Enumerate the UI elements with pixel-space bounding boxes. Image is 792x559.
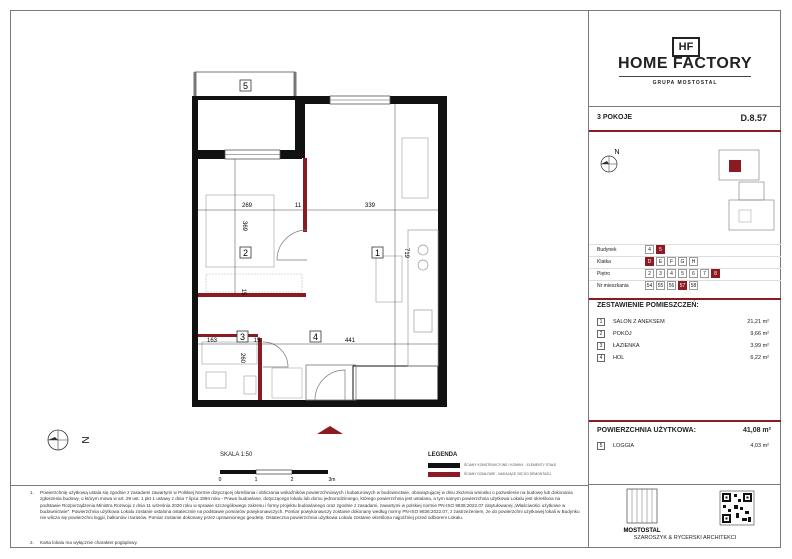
note-2: 2. Karta lokalu ma wyłącznie charakter poglądowy. bbox=[30, 540, 138, 545]
selector-cell[interactable]: 55 bbox=[657, 283, 664, 289]
legend-text-partition: ŚCIANY DZIAŁOWE - NADAJĄCE SIĘ DO DEMONTAŻU bbox=[464, 472, 551, 476]
selector-row bbox=[589, 256, 781, 267]
compass-plan bbox=[48, 430, 90, 450]
scale-title: SKALA 1:50 bbox=[220, 452, 253, 458]
selector-row-label: Klatka bbox=[597, 259, 611, 265]
door-bath bbox=[263, 342, 288, 367]
brand-subtitle: GRUPA MOSTOSTAL bbox=[652, 80, 718, 86]
room-row-3: 3 ŁAZIENKA 3,99 m² bbox=[597, 342, 775, 353]
wall-bottom bbox=[192, 400, 447, 407]
selector-cell[interactable]: 5 bbox=[678, 269, 687, 278]
usable-area bbox=[589, 423, 781, 441]
selector-row bbox=[589, 280, 781, 291]
architects: SZAROSZYK & RYCERSKI ARCHITEKCI bbox=[633, 535, 737, 541]
dim-269: 269 bbox=[241, 203, 253, 209]
side-panel bbox=[588, 10, 781, 548]
kitchen-block bbox=[353, 366, 438, 400]
legend-title: LEGENDA bbox=[428, 452, 458, 458]
selector-cell[interactable]: 2 bbox=[645, 269, 654, 278]
door-entrance bbox=[315, 370, 345, 400]
legend-swatch-partition bbox=[428, 472, 460, 477]
selector-cell[interactable]: 4 bbox=[645, 245, 654, 254]
selector-row-label: Piętro bbox=[597, 271, 611, 277]
selector-cell[interactable]: 54 bbox=[646, 283, 653, 289]
footer-logos bbox=[589, 484, 781, 548]
selector-cell[interactable]: 5 bbox=[656, 245, 665, 254]
room-row-2: 2 POKÓJ 9,66 m² bbox=[597, 330, 775, 341]
footer-graphics bbox=[589, 485, 781, 535]
dim-163: 163 bbox=[206, 338, 218, 344]
dim-369: 369 bbox=[241, 220, 247, 232]
legend-item-partition bbox=[428, 471, 588, 479]
usable-divider bbox=[589, 420, 781, 422]
washbasin bbox=[206, 372, 226, 388]
usable-label: POWIERZCHNIA UŻYTKOWA: bbox=[597, 427, 696, 434]
wall-top-left bbox=[192, 96, 296, 100]
svg-text:N: N bbox=[614, 149, 620, 156]
svg-text:2: 2 bbox=[290, 477, 294, 483]
wardrobe bbox=[206, 274, 302, 292]
legend-item-structural bbox=[428, 462, 588, 470]
selector-cell[interactable]: 58 bbox=[690, 283, 697, 289]
room-label-1 bbox=[372, 247, 383, 258]
entrance-marker bbox=[317, 426, 343, 434]
usable-value: 41,08 m² bbox=[742, 427, 771, 434]
note-1-text: Powierzchnię użytkową ustala się zgodnie z zasadami zawartymi w Polskiej Normie dotyczącej określania i obliczania wskaźników powierzchniowych i kubaturowych w budownictwie, obowiązującej w dniu złożenia wniosku o pozwolenie na budowę lub dokonania zgłoszenia budowy, o którym mowa w art. 29 ust. 1 pkt 1 ustawy z dnia 7 lipca 1994 roku - Prawo budowlane, dotyczącego lokalu lub domu jednorodzinnego, którego powierzchnia jest ustalana, a tym samym powierzchnia użytkowa Lokalu jest określona na podstawie Rozporządzenia Ministra Rozwoju z dnia 11 września 2020 roku w sprawie szczegółowego zakresu i formy projektu budowlanego oraz zgodnie z zasadami, zawartymi w polskiej normie PN-ISO 9836:2022.07 zatytułowanej „Właściwości użytkowe w budownictwie”. Powierzchnia użytkowa Lokalu zostanie ustalona ostatecznie na podstawie pomiarów powykonawczych. Pomiar powykonawczy zostanie dokonany według normy PN-ISO 9836:2022.07, z zastrzeżeniem, że do powierzchni użytkowej lokali w Budynku nie wlicza się powierzchni loggii, balkonów i tarasów. Pomiar zostanie dokonany przez uprawnionego geodetę. Ostateczna powierzchnia użytkowa Lokalu zostanie określona najpóźniej przed odbiorem Lokalu. bbox=[40, 490, 580, 521]
door-room2 bbox=[277, 230, 307, 260]
hall-wardrobe bbox=[272, 368, 302, 398]
room-label-3 bbox=[237, 331, 248, 342]
note-2-text: Karta lokalu ma wyłącznie charakter poglądowy. bbox=[40, 540, 138, 545]
selector-cell[interactable]: F bbox=[667, 257, 676, 266]
brand-name: HOME FACTORY bbox=[617, 55, 752, 72]
key-plan-drawing bbox=[589, 132, 781, 240]
selector-cell[interactable]: E bbox=[656, 257, 665, 266]
selector-cell[interactable]: G bbox=[678, 257, 687, 266]
dim-11: 11 bbox=[294, 203, 302, 209]
selector-cell[interactable]: 4 bbox=[667, 269, 676, 278]
entrance-hall bbox=[306, 365, 356, 400]
compass-key bbox=[601, 149, 620, 172]
room-row-4: 4 HOL 6,22 m² bbox=[597, 354, 775, 365]
partition-bath-right bbox=[258, 338, 262, 400]
toilet bbox=[244, 376, 256, 394]
selector-cell[interactable]: 6 bbox=[689, 269, 698, 278]
room-row-1: 1 SALON Z ANEKSEM 21,21 m² bbox=[597, 318, 775, 329]
dim-260: 260 bbox=[239, 352, 245, 364]
selector-cell[interactable]: 8 bbox=[711, 269, 720, 278]
svg-text:1: 1 bbox=[374, 248, 381, 258]
partition-room2-right bbox=[303, 158, 307, 232]
floor-plan-drawing bbox=[10, 10, 588, 485]
dining-table bbox=[376, 256, 402, 302]
dim-441: 441 bbox=[344, 338, 356, 344]
wall-right bbox=[438, 96, 447, 407]
selector-cell[interactable]: H bbox=[689, 257, 698, 266]
svg-text:5: 5 bbox=[242, 81, 249, 91]
brand-mark: HF bbox=[672, 37, 700, 57]
wall-column bbox=[295, 96, 305, 158]
svg-text:MOSTOSTAL: MOSTOSTAL bbox=[623, 528, 661, 534]
dim-15b: 15 bbox=[253, 338, 261, 344]
selector-row-label: Nr mieszkania bbox=[597, 283, 629, 289]
svg-text:2: 2 bbox=[242, 248, 249, 258]
legend-text-structural: ŚCIANY KONSTRUKCYJNE / KOMINY - ELEMENTY STAŁE bbox=[464, 463, 557, 467]
notes bbox=[10, 485, 588, 548]
svg-text:N: N bbox=[79, 436, 90, 444]
key-plan bbox=[589, 132, 781, 240]
partition-bath-top bbox=[198, 334, 258, 337]
partition-room2-bottom bbox=[198, 293, 306, 297]
room-label-5 bbox=[240, 80, 251, 91]
legend-swatch-structural bbox=[428, 463, 460, 468]
room-label-4 bbox=[310, 331, 321, 342]
summary-title: ZESTAWIENIE POMIESZCZEŃ: bbox=[597, 302, 699, 309]
room-row-5: 5 LOGGIA 4,03 m² bbox=[597, 442, 775, 453]
brand-logo bbox=[589, 10, 781, 107]
summary-divider bbox=[589, 298, 781, 300]
dim-15a: 15 bbox=[240, 288, 246, 296]
sofa bbox=[402, 138, 428, 198]
floor-plan bbox=[10, 10, 588, 485]
dim-339: 339 bbox=[364, 203, 376, 209]
mostostal-logo bbox=[623, 489, 660, 534]
svg-text:4: 4 bbox=[312, 332, 319, 342]
dim-719: 719 bbox=[403, 247, 409, 259]
selector-row bbox=[589, 244, 781, 255]
selector-cell[interactable]: D bbox=[645, 257, 654, 266]
room-label-2 bbox=[240, 247, 251, 258]
kitchen-counter bbox=[408, 230, 438, 366]
note-1: 1. Powierzchnię użytkową ustala się zgodnie z zasadami zawartymi w Polskiej Normie dotyczącej określania i obliczania wskaźników powierzchniowych i kubaturowych w budownictwie, obowiązującej w dniu złożenia wniosku o pozwolenie na budowę lub dokonania zgłoszenia budowy, o którym mowa w art. 29 ust. 1 pkt 1 ustawy z dnia 7 lipca 1994 roku - Prawo budowlane, dotyczącego lokalu lub domu jednorodzinnego, którego powierzchnia jest ustalana, a tym samym powierzchnia użytkowa Lokalu jest określona na podstawie Rozporządzenia Ministra Rozwoju z dnia 11 września 2020 roku w sprawie szczegółowego zakresu i formy projektu budowlanego oraz zgodnie z zasadami, zawartymi w polskiej normie PN-ISO 9836:2022.07 zatytułowanej „Właściwości użytkowe w budownictwie”. Powierzchnia użytkowa Lokalu zostanie ustalona ostatecznie na podstawie pomiarów powykonawczych. Pomiar powykonawczy zostanie dokonany według normy PN-ISO 9836:2022.07, z zastrzeżeniem, że do powierzchni użytkowej lokali w Budynku nie wlicza się powierzchni loggii, balkonów i tarasów. Pomiar zostanie dokonany przez uprawnionego geodetę. Ostateczna powierzchnia użytkowa Lokalu zostanie określona najpóźniej przed odbiorem Lokalu. bbox=[30, 490, 580, 521]
svg-text:3: 3 bbox=[239, 332, 246, 342]
selector-row-label: Budynek bbox=[597, 247, 617, 253]
wall-left bbox=[192, 96, 198, 406]
selector-cell[interactable]: 7 bbox=[700, 269, 709, 278]
selector-row bbox=[589, 268, 781, 279]
svg-text:3m: 3m bbox=[328, 477, 336, 483]
svg-text:0: 0 bbox=[218, 477, 222, 483]
key-plan-highlight bbox=[729, 160, 741, 172]
svg-text:1: 1 bbox=[254, 477, 258, 483]
scale-bar bbox=[219, 470, 336, 483]
bathtub bbox=[202, 342, 257, 364]
qr-code bbox=[720, 491, 754, 525]
unit-code: D.8.57 bbox=[740, 113, 767, 123]
selector-cell[interactable]: 57 bbox=[679, 283, 686, 289]
selector-cell[interactable]: 3 bbox=[656, 269, 665, 278]
unit-rooms-label: 3 POKOJE bbox=[597, 114, 633, 121]
selector-cell[interactable]: 56 bbox=[668, 283, 675, 289]
